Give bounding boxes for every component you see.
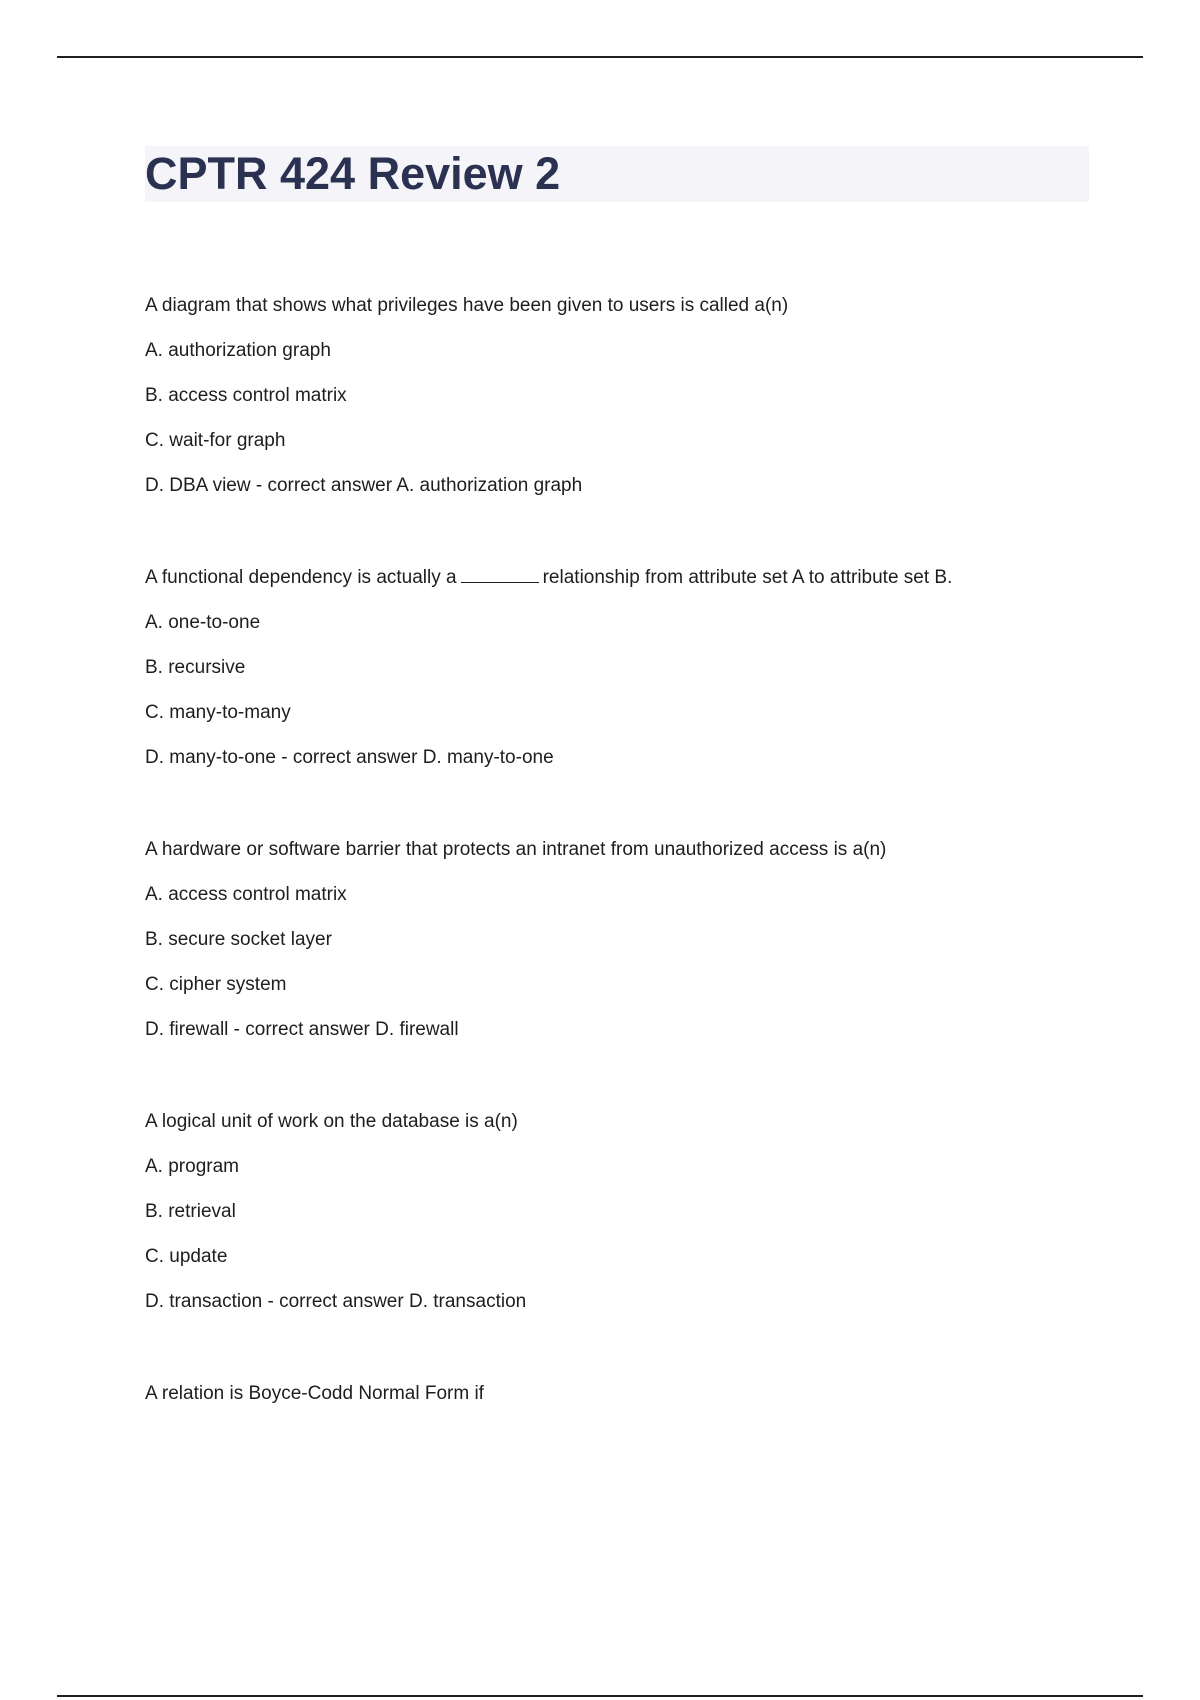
question-list bbox=[145, 290, 1105, 1650]
question-3 bbox=[145, 834, 1105, 1106]
answer-option-c: C. wait-for graph bbox=[145, 430, 286, 451]
page-title: CPTR 424 Review 2 bbox=[145, 148, 561, 199]
answer-option-c: C. many-to-many bbox=[145, 702, 291, 723]
question-prompt-before-blank: A functional dependency is actually a bbox=[145, 567, 457, 588]
answer-option-b: B. access control matrix bbox=[145, 385, 347, 406]
question-5 bbox=[145, 1378, 1105, 1650]
question-prompt: A logical unit of work on the database is a(n) bbox=[145, 1111, 518, 1132]
question-prompt: A hardware or software barrier that protects an intranet from unauthorized access is a(n) bbox=[145, 839, 887, 860]
bottom-rule bbox=[57, 1695, 1143, 1697]
question-1 bbox=[145, 290, 1105, 562]
answer-option-b: B. recursive bbox=[145, 657, 246, 678]
answer-option-a: A. one-to-one bbox=[145, 612, 261, 633]
answer-option-d: D. many-to-one - correct answer D. many-to-one bbox=[145, 747, 554, 768]
answer-option-c: C. update bbox=[145, 1246, 228, 1267]
answer-option-d: D. firewall - correct answer D. firewall bbox=[145, 1019, 459, 1040]
answer-option-b: B. secure socket layer bbox=[145, 929, 332, 950]
question-prompt bbox=[145, 562, 1105, 607]
answer-option-b: B. retrieval bbox=[145, 1201, 236, 1222]
question-4 bbox=[145, 1106, 1105, 1378]
question-prompt-after-blank: relationship from attribute set A to attribute set B. bbox=[542, 567, 953, 588]
answer-option-d: D. DBA view - correct answer A. authorization graph bbox=[145, 475, 583, 496]
answer-option-a: A. program bbox=[145, 1156, 239, 1177]
answer-option-a: A. authorization graph bbox=[145, 340, 331, 361]
answer-option-d: D. transaction - correct answer D. transaction bbox=[145, 1291, 527, 1312]
question-2 bbox=[145, 562, 1105, 834]
question-prompt: A diagram that shows what privileges have been given to users is called a(n) bbox=[145, 295, 789, 316]
fill-in-blank bbox=[461, 564, 539, 583]
answer-option-a: A. access control matrix bbox=[145, 884, 347, 905]
top-rule bbox=[57, 56, 1143, 58]
answer-option-c: C. cipher system bbox=[145, 974, 287, 995]
question-prompt: A relation is Boyce-Codd Normal Form if bbox=[145, 1383, 484, 1404]
